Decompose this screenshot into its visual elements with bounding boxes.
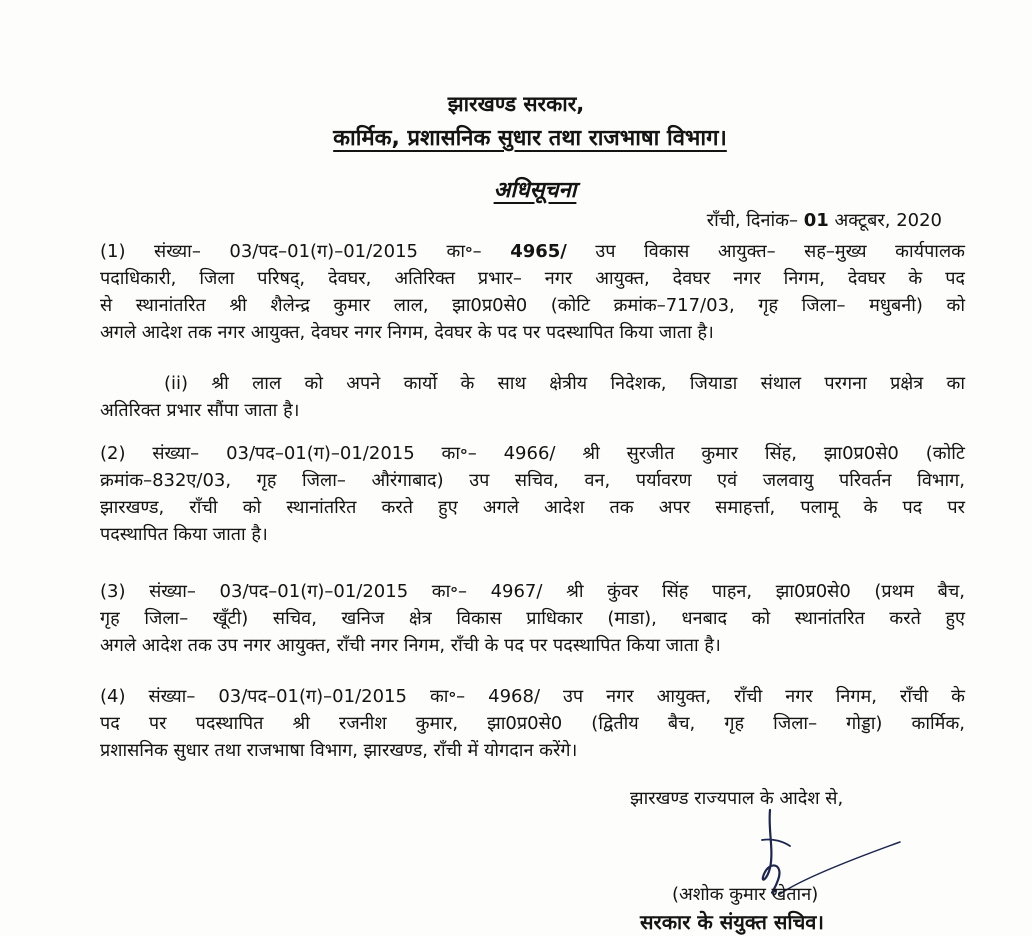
place-date-line <box>707 208 942 232</box>
order-line: पदाधिकारी, जिला परिषद्, देवघर, अतिरिक्त प्रभार– नगर आयुक्त, देवघर नगर निगम, देवघर के पद <box>100 268 965 289</box>
order-2 <box>100 440 965 548</box>
government-heading: झारखण्ड सरकार, <box>447 92 585 116</box>
order-line: अतिरिक्त प्रभार सौंपा जाता है। <box>100 400 300 421</box>
signatory-name: (अशोक कुमार खेतान) <box>672 884 819 905</box>
order-line: पद पर पदस्थापित श्री रजनीश कुमार, झा0प्र0से0 (द्वितीय बैच, गृह जिला– गोड्डा) कार्मिक, <box>100 713 965 734</box>
order-line: पदस्थापित किया जाता है। <box>100 524 268 545</box>
notification-title: अधिसूचना <box>493 178 577 203</box>
place-date-prefix: राँची, दिनांक– <box>706 210 804 231</box>
order-line: (3) संख्या– 03/पद–01(ग)–01/2015 का॰– 4967/ श्री कुंवर सिंह पाहन, झा0प्र0से0 (प्रथम बैच, <box>100 581 965 602</box>
order-line: (ii) श्री लाल को अपने कार्यो के साथ क्षेत्रीय निदेशक, जियाडा संथाल परगना प्रक्षेत्र का <box>164 373 965 394</box>
order-line: (4) संख्या– 03/पद–01(ग)–01/2015 का॰– 4968/ उप नगर आयुक्त, राँची नगर निगम, राँची के <box>100 686 965 707</box>
order-1-sub-clause <box>100 370 965 424</box>
order-line: क्रमांक–832ए/03, गृह जिला– औरंगाबाद) उप सचिव, वन, पर्यावरण एवं जलवायु परिवर्तन विभाग, <box>100 470 965 491</box>
date-day: 01 <box>803 210 829 231</box>
order-line: अगले आदेश तक नगर आयुक्त, देवघर नगर निगम, देवघर के पद पर पदस्थापित किया जाता है। <box>100 322 714 343</box>
order-line: से स्थानांतरित श्री शैलेन्द्र कुमार लाल, झा0प्र0से0 (कोटि क्रमांक–717/03, गृह जिला– मधुबनी) को <box>100 295 965 316</box>
department-heading: कार्मिक, प्रशासनिक सुधार तथा राजभाषा विभाग। <box>333 126 727 151</box>
order-line: (2) संख्या– 03/पद–01(ग)–01/2015 का॰– 4966/ श्री सुरजीत कुमार सिंह, झा0प्र0से0 (कोटि <box>100 443 965 464</box>
order-line: प्रशासनिक सुधार तथा राजभाषा विभाग, झारखण्ड, राँची में योगदान करेंगे। <box>100 740 578 761</box>
order-4 <box>100 683 965 764</box>
order-line: (1) संख्या– 03/पद–01(ग)–01/2015 का॰– 4965/ उप विकास आयुक्त– सह–मुख्य कार्यपालक <box>100 241 965 262</box>
order-line: झारखण्ड, राँची को स्थानांतरित करते हुए अगले आदेश तक अपर समाहर्त्ता, पलामू के पद पर <box>100 497 965 518</box>
signatory-designation: सरकार के संयुक्त सचिव। <box>640 910 825 934</box>
order-line: अगले आदेश तक उप नगर आयुक्त, राँची नगर निगम, राँची के पद पर पदस्थापित किया जाता है। <box>100 635 721 656</box>
governor-order-line: झारखण्ड राज्यपाल के आदेश से, <box>630 788 844 809</box>
date-month-year: अक्टूबर, 2020 <box>828 210 942 231</box>
order-line: गृह जिला– खूँटी) सचिव, खनिज क्षेत्र विकास प्राधिकार (माडा), धनबाद को स्थानांतरित करते हुए <box>100 608 965 629</box>
order-3 <box>100 578 965 659</box>
order-1 <box>100 238 965 346</box>
